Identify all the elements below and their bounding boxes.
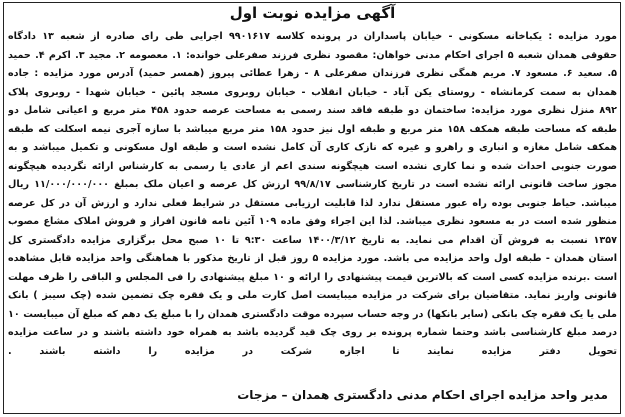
notice-title: آگهی مزایده نوبت اول: [229, 4, 396, 22]
notice-body: [8, 28, 617, 380]
notice-line: صورت جنوبی احداث شده و نما کاری نشده است هیچگونه سندی اعم از عادی یا رسمی به کارشناس ارائه نگردیده هیچگونه: [8, 160, 617, 172]
notice-signature: مدیر واحد مزایده اجرای احکام مدنی دادگستری همدان – مزجات: [237, 388, 608, 402]
notice-line: استان همدان - طبقه اول واحد مزایده می باشد. مورد مزایده ۵ روز قبل از تاریخ مذکور با هماهنگی واحد مزایده قابل مشاهده: [8, 253, 617, 264]
notice-line: قانونی واریز نماید. متقاضیان برای شرکت در مزایده میبایست اصل کارت ملی و یک فقره چک تضمین شده (چک سیبز ) بانک: [8, 290, 617, 301]
notice-line: حقوقی همدان شعبه ۵ اجرای احکام مدنی خواهان: مقصود نظری فرزند صفرعلی خوانده: ۱. معصومه ۲. مجید ۳. اکرم ۴. حمید: [8, 49, 617, 61]
notice-line: طبقه که مساحت طبقه همکف ۱۵۸ متر مربع و طبقه اول نیز حدود ۱۵۸ متر مربع میباشد با سازه آجری نیمه اسکلت که طبقه: [8, 123, 617, 135]
notice-line: درصد مبلغ کارشناسی باشد وحتما شماره پرونده بر روی چک قید گردیده باشد به همراه خود داشته باشند و در ساعت مزایده: [8, 327, 617, 338]
notice-line: ۸۹۲ منزل نظری مورد مزایده: ساختمان دو طبقه فاقد سند رسمی به مساحت عرصه حدود ۴۵۸ متر مربع و اعیانی شامل دو: [8, 105, 617, 116]
notice-line: ۵. سعید ۶. مسعود ۷. مریم همگی نظری فرزندان صفرعلی ۸ - زهرا عطائی پیروز (همسر حمید) آدرس مورد مزایده : جاده: [8, 68, 617, 79]
notice-line: ملی یا یک فقره چک بانکی (سایر بانکها) در وجه حساب سپرده موقت دادگستری همدان را با مبلغ یک دهم که مبلغ آن میبایست ۱۰: [8, 308, 617, 320]
notice-line: همکف شامل مغازه و انباری و راهرو و غیره که نازک کاری آن کامل نشده است و طبقه اول مسکونی و تکمیل میباشد و به: [8, 142, 617, 153]
notice-line: تحویل دفتر مزایده نمایند تا اجازه شرکت در مزایده را داشته باشند .: [8, 345, 617, 357]
notice-line: است .برنده مزایده کسی است که بالاترین قیمت پیشنهادی را ارائه و ۱۰ مبلغ پیشنهادی را فی المجلس و الباقی را ظرف مهلت: [8, 271, 617, 283]
notice-line: منظور شده است در به مسعود نظری میباشد. لذا این اجراء وفق ماده ۱۰۹ آئین نامه قانون افراز و فروش املاک مشاع مصوب: [8, 216, 617, 227]
notice-line: مورد مزایده : یکباخانه مسکونی - خیابان پاسداران در پرونده کلاسه ۹۹۰۱۶۱۷ اجرایی طی رای صادره از شعبه ۱۳ دادگاه: [8, 31, 617, 42]
notice-line: همدان به سمت کرمانشاه - روستای یکن آباد - خیابان انقلاب - خیابان روبروی مسجد پائین - خیابان شهدا - روبروی پلاک: [8, 86, 617, 98]
notice-line: میباشد. حیاط جنوبی بوده راه عبور مستقل ندارد لذا قابلیت ارزیابی مستقل در شرایط فعلی ندارد و ارزش آن در کل عرصه: [8, 197, 617, 209]
notice-line: مجوز ساخت قانونی ارائه نشده است در تاریخ کارشناسی ۹۹/۸/۱۷ ارزش کل عرصه و اعیان ملک بمبلغ ۱۱/۰۰۰/۰۰۰/۰۰۰ ریال: [8, 179, 617, 190]
notice-line: ۱۳۵۷ نسبت به فروش آن اقدام می نماید. به تاریخ ۱۴۰۰/۳/۱۲ ساعت ۹:۳۰ تا ۱۰ صبح محل برگزاری مزایده دادگستری کل: [8, 234, 617, 246]
